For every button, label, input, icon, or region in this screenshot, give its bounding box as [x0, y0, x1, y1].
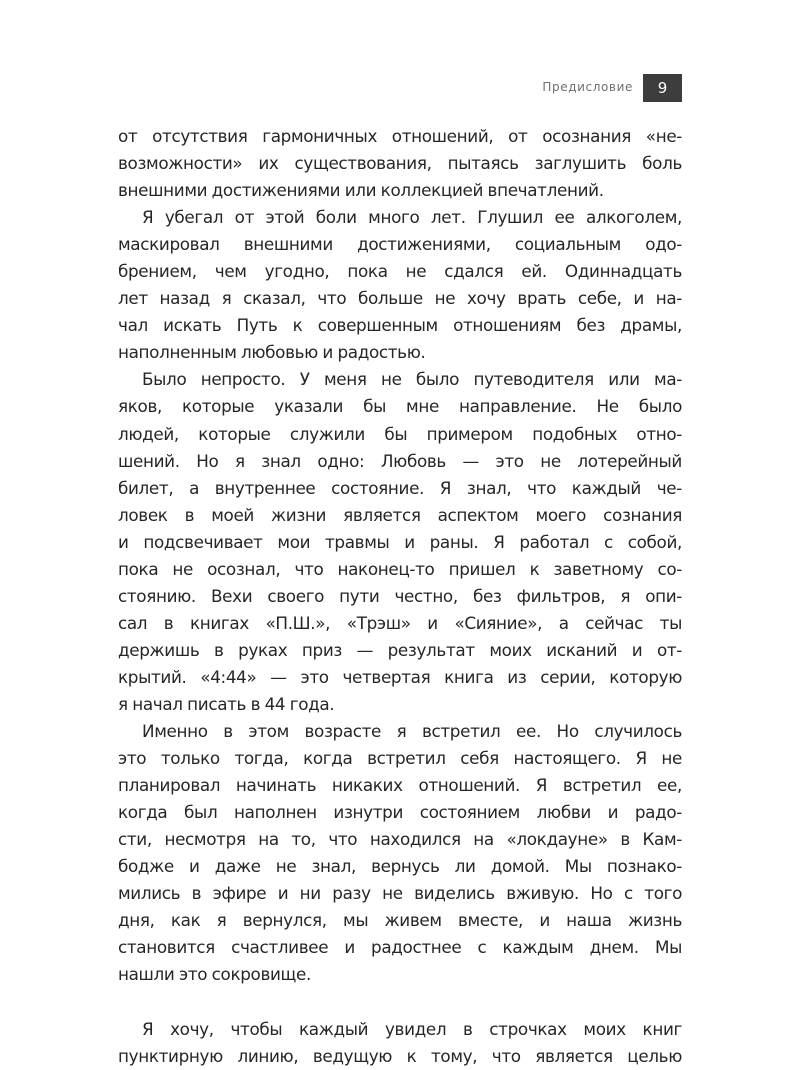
text-line: пунктирную линию, ведущую к тому, что является целью: [118, 1045, 682, 1066]
text-line: бодже и даже не знал, вернусь ли домой. Мы познако-: [118, 856, 682, 877]
text-line: сти, несмотря на то, что находился на «локдауне» в Кам-: [118, 829, 682, 850]
text-line: крытий. «4:44» — это четвертая книга из серии, которую: [118, 666, 682, 687]
text-line: дня, как я вернулся, мы живем вместе, и наша жизнь: [118, 910, 682, 931]
text-line: чал искать Путь к совершенным отношениям без драмы,: [118, 315, 682, 336]
text-line: и подсвечивает мои травмы и раны. Я работал с собой,: [118, 531, 682, 552]
text-line: пока не осознал, что наконец-то пришел к заветному со-: [118, 558, 682, 579]
text-line: брением, чем угодно, пока не сдался ей. Одиннадцать: [118, 261, 682, 282]
page-number: 9: [643, 74, 682, 102]
text-line: Я убегал от этой боли много лет. Глушил ее алкоголем,: [142, 207, 682, 228]
text-line: внешними достижениями или коллекцией впечатлений.: [118, 180, 604, 201]
running-header: [0, 74, 800, 102]
text-line: нашли это сокровище.: [118, 964, 311, 985]
text-line: когда был наполнен изнутри состоянием любви и радо-: [118, 802, 682, 823]
text-line: стоянию. Вехи своего пути честно, без фильтров, я опи-: [118, 585, 682, 606]
text-line: людей, которые служили бы примером подобных отно-: [118, 423, 682, 444]
text-line: Именно в этом возрасте я встретил ее. Но случилось: [142, 721, 682, 742]
text-line: сал в книгах «П.Ш.», «Трэш» и «Сияние», а сейчас ты: [118, 612, 682, 633]
text-line: наполненным любовью и радостью.: [118, 342, 426, 363]
running-title: Предисловие: [542, 80, 633, 94]
text-line: маскировал внешними достижениями, социальным одо-: [118, 234, 682, 255]
text-line: шений. Но я знал одно: Любовь — это не лотерейный: [118, 450, 682, 471]
text-line: Я хочу, чтобы каждый увидел в строчках моих книг: [142, 1018, 682, 1039]
text-line: это только тогда, когда встретил себя настоящего. Я не: [118, 748, 682, 769]
text-line: я начал писать в 44 года.: [118, 693, 335, 714]
text-line: становится счастливее и радостнее с каждым днем. Мы: [118, 937, 682, 958]
text-line: билет, а внутреннее состояние. Я знал, что каждый че-: [118, 477, 682, 498]
text-line: ловек в моей жизни является аспектом моего сознания: [118, 504, 682, 525]
text-line: лет назад я сказал, что больше не хочу врать себе, и на-: [118, 288, 682, 309]
text-line: мились в эфире и ни разу не виделись вживую. Но с того: [118, 883, 682, 904]
text-line: держишь в руках приз — результат моих исканий и от-: [118, 639, 682, 660]
text-line: от отсутствия гармоничных отношений, от осознания «не-: [118, 126, 682, 146]
text-line: Было непросто. У меня не было путеводителя или ма-: [142, 369, 682, 390]
body-text: [118, 123, 682, 1070]
text-line: яков, которые указали бы мне направление. Не было: [118, 396, 682, 417]
text-line: возможности» их существования, пытаясь заглушить боль: [118, 153, 682, 174]
text-line: планировал начинать никаких отношений. Я встретил ее,: [118, 775, 682, 796]
